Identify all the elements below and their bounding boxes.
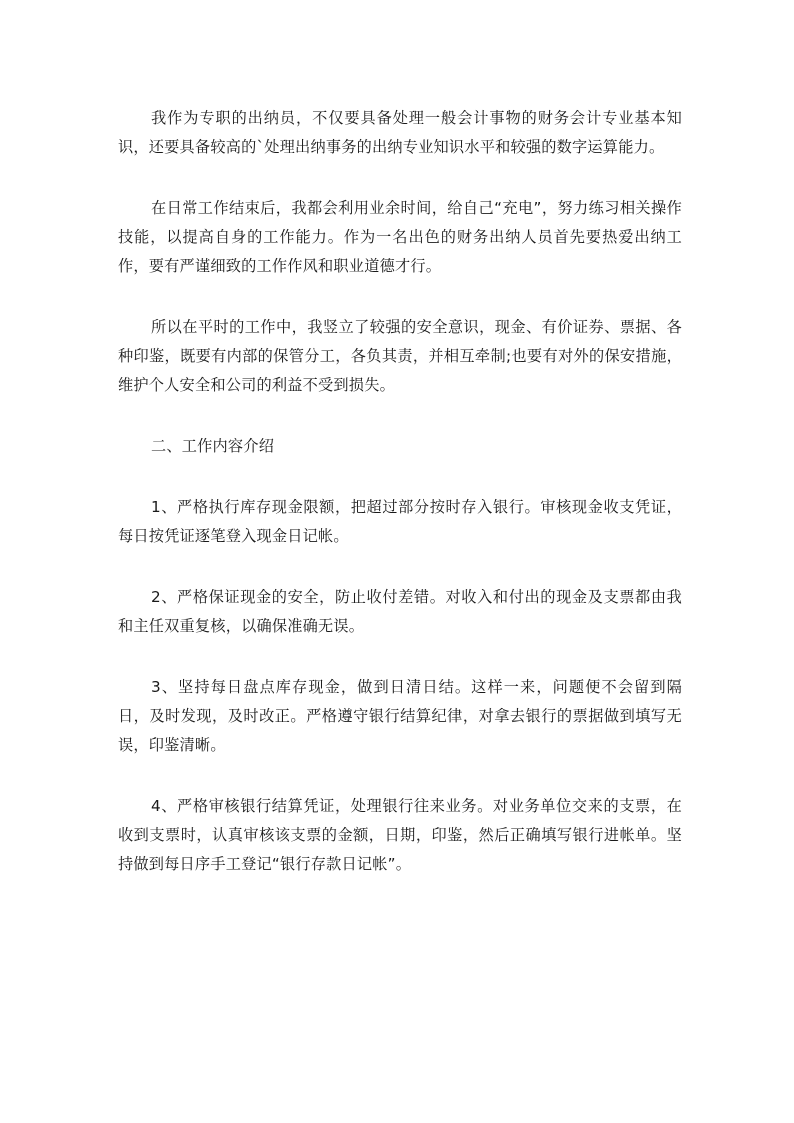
section-heading: 二、工作内容介绍 — [151, 437, 275, 455]
list-item-1: 1、严格执行库存现金限额，把超过部分按时存入银行。审核现金收支凭证，每日按凭证逐笔登入现金日记帐。 — [118, 498, 682, 545]
list-item-4: 4、严格审核银行结算凭证，处理银行往来业务。对业务单位交来的支票，在收到支票时，认真审核该支票的金额，日期，印鉴，然后正确填写银行进帐单。坚持做到每日序手工登记“银行存款日记帐”。 — [118, 797, 682, 873]
document-body — [118, 104, 682, 879]
paragraph-gap — [118, 281, 682, 313]
list-item-2: 2、严格保证现金的安全，防止收付差错。对收入和付出的现金及支票都由我和主任双重复核，以确保准确无误。 — [118, 588, 682, 635]
paragraph-gap — [118, 551, 682, 583]
paragraph-1: 我作为专职的出纳员，不仅要具备处理一般会计事物的财务会计专业基本知识，还要具备较高的`处理出纳事务的出纳专业知识水平和较强的数字运算能力。 — [118, 109, 682, 156]
paragraph-gap — [118, 162, 682, 194]
paragraph-gap — [118, 461, 682, 493]
paragraph-2: 在日常工作结束后，我都会利用业余时间，给自己“充电”，努力练习相关操作技能，以提高自身的工作能力。作为一名出色的财务出纳人员首先要热爱出纳工作，要有严谨细致的工作作风和职业道德才行。 — [118, 199, 682, 275]
paragraph-3: 所以在平时的工作中，我竖立了较强的安全意识，现金、有价证券、票据、各种印鉴，既要有内部的保管分工，各负其责，并相互牵制;也要有对外的保安措施，维护个人安全和公司的利益不受到损失。 — [118, 318, 682, 394]
paragraph-gap — [118, 760, 682, 792]
paragraph-gap — [118, 400, 682, 432]
list-item-3: 3、坚持每日盘点库存现金，做到日清日结。这样一来，问题便不会留到隔日，及时发现，及时改正。严格遵守银行结算纪律，对拿去银行的票据做到填写无误，印鉴清晰。 — [118, 678, 682, 754]
paragraph-gap — [118, 641, 682, 673]
